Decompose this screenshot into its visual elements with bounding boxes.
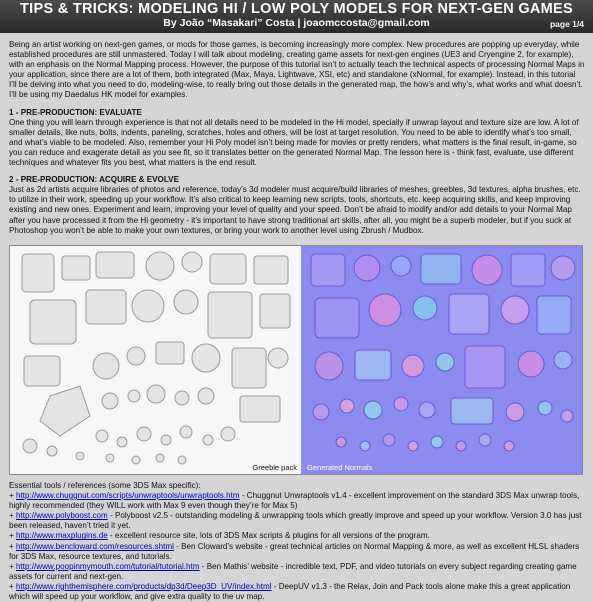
section-1-heading: 1 - PRE-PRODUCTION: EVALUATE — [9, 107, 142, 117]
section-1-body: One thing you will learn through experience is that not all details need to be modeled in the Hi model, specially if unwrap layout and texture size are low. A lot of smaller details, like nuts, bolts, indents, paneling, scratches, holes and others, will be lost at target resolution. You need to be able to identify what’s too small, and what’s viable to be modeled. Also, remember your Hi Poly model isn’t being made for movies or pretty renders, what matters is the final result, in-game, so you can reduce and exagerate detail as you see fit, so it translates better on the generated Normal Map. The lesson here is - think fast, evaluate, use different techniques and whatever fits you best, what matters is the end result. — [9, 117, 579, 168]
author-byline: By João “Masakari” Costa | joaomccosta@gmail.com — [163, 17, 430, 29]
tool-description: - DeepUV v1.3 - the Relax, Join and Pack tools alone make this a great application which will speed up your workflow, and give extra quality to the uv map. — [9, 581, 571, 602]
tool-item: + http://www.righthemisphere.com/products/dp3d/Deep3D_UV/index.html - DeepUV v1.3 - the Relax, Join and Pack tools alone make this a great application which will speed up your workflow, and give extra quality to the uv map. — [9, 581, 571, 602]
tool-link-deepuv[interactable]: http://www.righthemisphere.com/products/dp3d/Deep3D_UV/index.html — [15, 581, 272, 591]
intro-paragraph: Being an artist working on next-gen games, or mods for those games, is becoming increasingly more complex. New procedures are popping up everyday, while established procedures are still unmastered. Today I will talk about modeling, creating game assets for next-gen engines (UE3 and Cryengine 2, for example), with an enphasis on the Normal Mapping process. However, the purpose of this tutorial isn’t to actually teach the technical aspects of processing Normal Maps in your application, since there are a lot of them, both integrated (Max, Maya, Lightwave, XSI, etc) and standalone (xNormal, for example). Instead, in this tutorial I’ll be delving into what you need to do, modeling-wise, to really bring out those details in the generated map, the how’s and why’s, what works and what doesn’t. I’ll be using my Daedalus HK model for examples. — [9, 40, 585, 100]
tool-item: + http://www.polyboost.com - Polyboost v2.5 - outstanding modeling & unwrapping tools which greatly improve and speed up your workflow. Version 3.0 has just been released, haven’t tried it yet. — [9, 511, 582, 531]
greeble-pack-image — [10, 246, 301, 474]
greeble-shapes — [10, 246, 301, 474]
section-2-body: Just as 2d artists acquire libraries of photos and reference, today’s 3d modeler must acquire/build libraries of meshes, greebles, 3d textures, alpha brushes, etc. to utilize in their work, speeding up your workflow. It’s also critical to keep learning new scripts, tools, shortcuts, etc. keep acquiring skills, and keep improving existing and new ones. Experiment and learn, improving your level of quality and your speed. Don’t be afraid to modify and/or add details to your Normal Map after you have processed it from the Hi geometry - it’s important to have strong traditional art skills, after all, you might be a superb modeler, but if you suck at Photoshop you won’t be able to make your own textures, or bring your work to another level using Zbrush / Mudbox. — [9, 185, 581, 235]
tool-link-poopinmymouth[interactable]: http://www.poopinmymouth.com/tutorial/tutorial.htm — [15, 561, 200, 571]
tool-description: - excellent resource site, lots of 3DS Max scripts & plugins for all versions of the program. — [107, 531, 430, 541]
tool-link-polyboost[interactable]: http://www.polyboost.com — [15, 511, 108, 521]
tool-item: + http://www.chuggnut.com/scripts/unwraptools/unwraptools.htm - Chuggnut Unwraptools v1.4 - excellent improvement on the standard 3DS Max unwrap tools, highly recommended (they WILL work with Max 9 even though they’re for Max 5) — [9, 491, 580, 511]
tool-link-chuggnut[interactable]: http://www.chuggnut.com/scripts/unwraptools/unwraptools.htm — [15, 491, 240, 501]
tool-description: - Ben Cloward’s website - great technical articles on Normal Mapping & more, as well as excellent HLSL shaders for 3DS Max, resource textures, and tutorials. — [9, 541, 580, 561]
greeble-pack-caption: Greeble pack — [252, 463, 297, 472]
tool-description: - Chuggnut Unwraptools v1.4 - excellent improvement on the standard 3DS Max unwrap tools, highly recommended (they WILL work with Max 9 even though they’re for Max 5) — [9, 491, 580, 511]
page-title: TIPS & TRICKS: MODELING HI / LOW POLY MODELS FOR NEXT-GEN GAMES — [19, 1, 573, 17]
normal-map-shapes — [301, 246, 582, 474]
header-banner — [0, 0, 593, 33]
tool-item: + http://www.maxplugins.de - excellent resource site, lots of 3DS Max scripts & plugins for all versions of the program. — [9, 531, 430, 541]
tool-description: - Polyboost v2.5 - outstanding modeling & unwrapping tools which greatly improve and speed up your workflow. Version 3.0 has just been released, haven’t tried it yet. — [9, 511, 582, 531]
tool-item: + http://www.poopinmymouth.com/tutorial/tutorial.htm - Ben Mathis’ website - incredible text, PDF, and video tutorials on every subject regarding creating game assets for current and next-gen. — [9, 561, 577, 581]
tool-link-maxplugins[interactable]: http://www.maxplugins.de — [15, 531, 108, 541]
generated-normals-image — [301, 246, 582, 474]
section-2-heading: 2 - PRE-PRODUCTION: ACQUIRE & EVOLVE — [9, 175, 179, 185]
greeble-figure — [9, 245, 583, 475]
tool-link-bencloward[interactable]: http://www.bencloward.com/resources.shtml — [15, 541, 174, 551]
article-body — [9, 40, 585, 236]
page-number: page 1/4 — [549, 19, 584, 29]
generated-normals-caption: Generated Normals — [307, 463, 373, 472]
tool-description: - Ben Mathis’ website - incredible text, PDF, and video tutorials on every subject regarding creating game assets for current and next-gen. — [9, 561, 577, 581]
tool-item: + http://www.bencloward.com/resources.shtml - Ben Cloward’s website - great technical articles on Normal Mapping & more, as well as excellent HLSL shaders for 3DS Max, resource textures, and tutorials. — [9, 541, 580, 561]
tools-section — [9, 481, 585, 602]
tools-heading: Essential tools / references (some 3DS Max specific): — [9, 481, 201, 490]
